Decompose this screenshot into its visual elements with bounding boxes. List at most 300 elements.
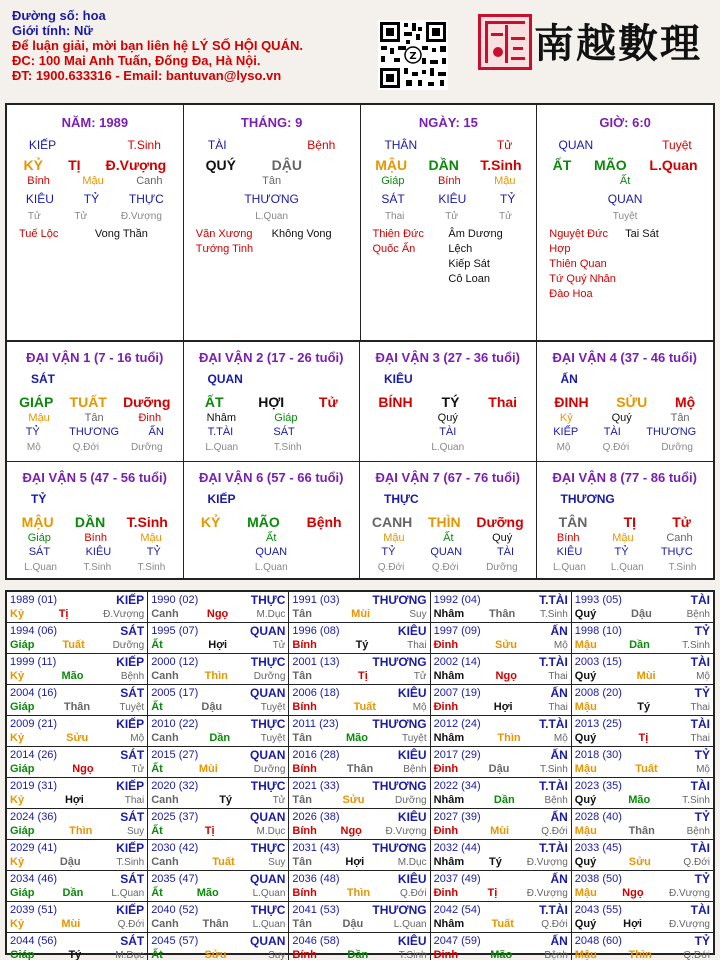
- annual-year: 1991 (03): [292, 594, 340, 606]
- dai-van-state-row: [541, 560, 710, 574]
- pillar-hidden-cell: Giáp: [381, 175, 405, 187]
- annual-star: THƯƠNG: [372, 903, 427, 917]
- annual-cell: [431, 747, 572, 778]
- dai-van-title: ĐẠI VẬN 5 (47 - 56 tuổi): [22, 470, 167, 485]
- annual-state: Mộ: [130, 732, 145, 744]
- pillar-star-cell: Tuyệt: [662, 138, 692, 152]
- dai-van-main-row: [11, 392, 179, 412]
- annual-star: TÀI: [690, 593, 710, 607]
- annual-stem: Nhâm: [433, 918, 465, 930]
- annual-line-2: [10, 669, 144, 683]
- annual-branch: Mão: [345, 732, 368, 744]
- annual-year: 2020 (32): [151, 780, 199, 792]
- annual-state: Tuyệt: [260, 701, 286, 713]
- dai-van-hidden-cell: Mậu: [612, 532, 634, 544]
- dai-van-hidden-cell: Giáp: [27, 532, 51, 544]
- annual-cell: [572, 871, 713, 902]
- annual-state: T.Sinh: [539, 763, 568, 775]
- annual-star: TÀI: [690, 717, 710, 731]
- stars-good: [19, 227, 95, 242]
- annual-star: KIẾP: [116, 841, 145, 855]
- pillar-hidden-star-cell: SÁT: [381, 192, 405, 206]
- annual-star: SÁT: [120, 810, 145, 824]
- annual-star: TỶ: [694, 748, 710, 762]
- annual-star: KIÊU: [397, 810, 427, 824]
- dai-van-main-cell: Dưỡng: [123, 394, 171, 410]
- annual-branch: Dần: [493, 794, 515, 806]
- annual-star: QUAN: [250, 686, 286, 700]
- dai-van-main-row: [364, 392, 532, 412]
- annual-state: Q.Đới: [117, 918, 145, 930]
- annual-stem: Mậu: [574, 825, 597, 837]
- annual-year: 2036 (48): [292, 873, 340, 885]
- annual-branch: Dần: [62, 887, 84, 899]
- annual-year: 2007 (19): [433, 687, 481, 699]
- annual-state: Tử: [272, 639, 286, 651]
- annual-star: TỶ: [694, 686, 710, 700]
- pillar-hidden-cell: Ất: [619, 175, 631, 187]
- annual-line-1: [151, 810, 285, 824]
- annual-stem: Giáp: [10, 825, 35, 837]
- annual-state: Dưỡng: [253, 763, 286, 775]
- annual-stem: Nhâm: [433, 856, 465, 868]
- dai-van-state-cell: Mộ: [26, 441, 41, 453]
- annual-year: 2025 (37): [151, 811, 199, 823]
- dai-van-state-row: [541, 440, 710, 454]
- annual-branch: Mùi: [351, 608, 371, 620]
- annual-line-1: [151, 903, 285, 917]
- annual-line-1: [434, 748, 568, 762]
- annual-year: 2034 (46): [10, 873, 58, 885]
- annual-year: 2004 (16): [10, 687, 58, 699]
- annual-year: 2028 (40): [574, 811, 622, 823]
- annual-star: ẤN: [550, 934, 568, 948]
- annual-stem: Tân: [292, 670, 312, 682]
- annual-line-2: [292, 793, 426, 807]
- dai-van-state-cell: L.Quan: [553, 561, 586, 573]
- annual-cell: [148, 933, 289, 960]
- dai-van-state-cell: Mộ: [556, 441, 571, 453]
- dai-van-state-cell: Q.Đới: [72, 441, 100, 453]
- annual-star: QUAN: [250, 872, 286, 886]
- annual-branch: Sửu: [342, 794, 365, 806]
- annual-star: THỰC: [250, 593, 286, 607]
- annual-cell: [148, 809, 289, 840]
- annual-line-1: [292, 841, 426, 855]
- annual-line-1: [292, 717, 426, 731]
- dai-van-star: KIẾP: [207, 492, 236, 506]
- annual-state: Tuyệt: [260, 732, 286, 744]
- pillar-hidden-star-row: [188, 189, 356, 209]
- dai-van-main-cell: BÍNH: [378, 394, 413, 410]
- pillar-main-cell: KỶ: [23, 157, 43, 173]
- annual-stem: Mậu: [574, 763, 597, 775]
- dai-van-hidden-row: [364, 412, 532, 426]
- annual-star: THỰC: [250, 903, 286, 917]
- annual-year: 1995 (07): [151, 625, 199, 637]
- annual-line-2: [575, 824, 710, 838]
- stars-good: [373, 227, 449, 287]
- annual-star: THƯƠNG: [372, 655, 427, 669]
- annual-line-1: [292, 779, 426, 793]
- dai-van-main-cell: HỢI: [258, 394, 285, 410]
- annual-year: 2042 (54): [433, 904, 481, 916]
- dai-van-state-row: [364, 560, 532, 574]
- annual-line-2: [575, 731, 710, 745]
- dai-van-state-cell: T.Sinh: [137, 561, 166, 573]
- annual-line-1: [151, 624, 285, 638]
- dai-van-state-cell: Q.Đới: [377, 561, 405, 573]
- star-item: Vong Thần: [94, 228, 148, 240]
- annual-cell: [7, 592, 148, 623]
- annual-state: Tử: [131, 763, 145, 775]
- pillar-title: NĂM: 1989: [61, 115, 129, 130]
- annual-cell: [289, 840, 430, 871]
- annual-cell: [572, 592, 713, 623]
- dai-van-hidden-row: [364, 532, 532, 546]
- annual-state: L.Quan: [252, 887, 286, 899]
- qr-code-icon: [378, 20, 448, 90]
- annual-line-2: [151, 917, 285, 931]
- pillar-hidden-cell: Canh: [136, 175, 163, 187]
- annual-line-2: [434, 824, 568, 838]
- annual-line-2: [10, 917, 144, 931]
- star-item: Âm Dương Lệch: [448, 228, 503, 255]
- annual-branch: Thìn: [628, 949, 652, 960]
- dai-van-hidden-cell: Mậu: [383, 532, 405, 544]
- dai-van-hidden-star-cell: SÁT: [28, 546, 51, 558]
- annual-cell: [148, 685, 289, 716]
- annual-state: Dưỡng: [112, 639, 145, 651]
- dai-van-title: ĐẠI VẬN 4 (37 - 46 tuổi): [552, 350, 697, 365]
- annual-line-2: [575, 948, 710, 960]
- annual-star: THỰC: [250, 841, 286, 855]
- annual-stem: Đinh: [433, 887, 459, 899]
- dai-van-1: [7, 342, 184, 462]
- annual-line-2: [434, 948, 568, 960]
- pillar-hidden-row: [541, 175, 709, 189]
- dai-van-main-cell: ĐINH: [554, 394, 589, 410]
- annual-line-2: [151, 855, 285, 869]
- dai-van-title: ĐẠI VẬN 6 (57 - 66 tuổi): [199, 470, 344, 485]
- annual-cell: [289, 778, 430, 809]
- annual-line-1: [151, 717, 285, 731]
- annual-line-2: [151, 669, 285, 683]
- annual-line-1: [434, 810, 568, 824]
- annual-stem: Nhâm: [433, 794, 465, 806]
- annual-stem: Canh: [151, 856, 179, 868]
- annual-line-2: [151, 638, 285, 652]
- annual-line-2: [10, 855, 144, 869]
- dai-van-hidden-cell: Canh: [666, 532, 693, 544]
- annual-line-1: [10, 624, 144, 638]
- dai-van-hidden-star-cell: TỶ: [381, 546, 396, 558]
- annual-cell: [7, 685, 148, 716]
- annual-stem: Giáp: [10, 763, 35, 775]
- dai-van-state-row: [11, 440, 179, 454]
- annual-branch: Tý: [637, 701, 651, 713]
- annual-cell: [572, 809, 713, 840]
- dai-van-hidden-row: [11, 412, 179, 426]
- annual-stem: Mậu: [574, 887, 597, 899]
- annual-year: 2039 (51): [10, 904, 58, 916]
- annual-year: 2010 (22): [151, 718, 199, 730]
- annual-stem: Giáp: [10, 887, 35, 899]
- annual-stem: Quý: [574, 732, 597, 744]
- annual-line-1: [151, 686, 285, 700]
- annual-year: 2002 (14): [433, 656, 481, 668]
- annual-line-1: [292, 655, 426, 669]
- dai-van-hidden-row: [11, 532, 179, 546]
- annual-year: 2006 (18): [292, 687, 340, 699]
- dai-van-hidden-star-cell: TỶ: [146, 546, 161, 558]
- annual-stem: Đinh: [433, 825, 459, 837]
- dai-van-table: [5, 342, 715, 580]
- annual-branch: Ngọ: [72, 763, 94, 775]
- annual-state: Thai: [690, 732, 710, 744]
- star-item: Tứ Quý Nhân: [549, 273, 616, 285]
- dai-van-hidden-row: [541, 532, 710, 546]
- dai-van-title: ĐẠI VẬN 1 (7 - 16 tuổi): [26, 350, 164, 365]
- dai-van-state-cell: Dưỡng: [661, 441, 693, 453]
- annual-star: QUAN: [250, 810, 286, 824]
- dai-van-state-cell: Q.Đới: [602, 441, 630, 453]
- annual-branch: Ngọ: [206, 608, 229, 620]
- annual-stem: Kỷ: [10, 608, 25, 620]
- annual-line-1: [434, 717, 568, 731]
- dai-van-hidden-star-cell: TÀI: [496, 546, 515, 558]
- dai-van-hidden-star-cell: TỶ: [614, 546, 629, 558]
- dai-van-hidden-star-cell: ẤN: [148, 426, 164, 438]
- annual-state: Dưỡng: [253, 670, 286, 682]
- dai-van-main-row: [541, 392, 710, 412]
- dai-van-state-cell: L.Quan: [24, 561, 57, 573]
- annual-stem: Đinh: [433, 949, 459, 960]
- dai-van-hidden-cell: Đinh: [138, 412, 162, 424]
- annual-branch: Thân: [628, 825, 655, 837]
- pillar-main-row: [188, 155, 356, 175]
- annual-cell: [572, 933, 713, 960]
- dai-van-hidden-star-cell: T.TÀI: [207, 426, 234, 438]
- annual-branch: Tị: [638, 732, 649, 744]
- dai-van-main-row: [11, 512, 179, 532]
- pillar-stars: [541, 223, 709, 302]
- annual-stem: Đinh: [433, 701, 459, 713]
- annual-cell: [7, 778, 148, 809]
- annual-stem: Bính: [292, 763, 317, 775]
- dai-van-hidden-star-cell: TỶ: [25, 426, 40, 438]
- header-line-2: Giới tính: Nữ: [12, 23, 93, 38]
- annual-stem: Kỷ: [10, 670, 25, 682]
- annual-cell: [572, 685, 713, 716]
- pillars-table: [5, 103, 715, 342]
- annual-year: 1989 (01): [10, 594, 58, 606]
- annual-stem: Quý: [574, 794, 597, 806]
- pillar-main-row: [541, 155, 709, 175]
- pillar-stars: [188, 223, 356, 257]
- annual-branch: Ngọ: [340, 825, 362, 837]
- annual-year: 1994 (06): [10, 625, 58, 637]
- dai-van-hidden-row: [541, 412, 710, 426]
- annual-year: 2014 (26): [10, 749, 58, 761]
- dai-van-state-cell: L.Quan: [431, 441, 465, 453]
- pillar-main-row: [11, 155, 179, 175]
- annual-line-2: [151, 700, 285, 714]
- dai-van-hidden-star-row: [188, 426, 356, 440]
- annual-cell: [431, 623, 572, 654]
- pillar-state-cell: Tử: [27, 210, 41, 222]
- qr-code[interactable]: [378, 20, 448, 90]
- annual-star: KIÊU: [397, 686, 427, 700]
- annual-cell: [148, 623, 289, 654]
- annual-cell: [431, 685, 572, 716]
- annual-line-2: [151, 607, 285, 621]
- pillar-2: [184, 105, 361, 340]
- annual-cell: [289, 871, 430, 902]
- annual-branch: Tuất: [635, 763, 658, 775]
- annual-line-2: [10, 886, 144, 900]
- star-item: Văn Xương: [195, 228, 253, 240]
- pillar-star-cell: Tử: [496, 138, 513, 152]
- annual-state: Đ.Vượng: [526, 856, 568, 868]
- annual-line-2: [292, 731, 426, 745]
- dai-van-hidden-cell: Mậu: [28, 412, 50, 424]
- dai-van-star: TỶ: [31, 492, 47, 506]
- dai-van-main-row: [364, 512, 532, 532]
- annual-branch: Ngọ: [495, 670, 517, 682]
- annual-year: 2000 (12): [151, 656, 199, 668]
- annual-stem: Giáp: [10, 701, 35, 713]
- dai-van-hidden-star-cell: TÀI: [603, 426, 621, 438]
- annual-branch: Tý: [219, 794, 233, 806]
- annual-line-1: [434, 686, 568, 700]
- annual-cell: [572, 747, 713, 778]
- annual-line-1: [434, 934, 568, 948]
- annual-line-2: [10, 638, 144, 652]
- annual-star: T.TÀI: [539, 779, 568, 793]
- annual-star: T.TÀI: [539, 717, 568, 731]
- annual-line-2: [575, 886, 710, 900]
- annual-star: QUAN: [250, 748, 286, 762]
- annual-state: L.Quan: [111, 887, 145, 899]
- annual-state: M.Dục: [256, 825, 286, 837]
- pillar-star-cell: Bệnh: [307, 138, 336, 152]
- dai-van-4: [537, 342, 714, 462]
- annual-state: Tử: [413, 670, 427, 682]
- annual-line-1: [10, 934, 144, 948]
- annual-state: Đ.Vượng: [385, 825, 427, 837]
- annual-cell: [289, 623, 430, 654]
- annual-year: 2048 (60): [574, 935, 622, 947]
- dai-van-star: THỰC: [384, 492, 419, 506]
- annual-stem: Canh: [151, 732, 179, 744]
- stars-bad: [448, 227, 524, 287]
- annual-star: THỰC: [250, 717, 286, 731]
- annual-line-2: [575, 669, 710, 683]
- dai-van-main-cell: DẦN: [74, 514, 106, 530]
- annual-star: T.TÀI: [539, 841, 568, 855]
- annual-branch: Tý: [68, 949, 82, 960]
- annual-line-1: [434, 593, 568, 607]
- annual-line-1: [10, 872, 144, 886]
- annual-stem: Bính: [292, 887, 317, 899]
- annual-line-2: [575, 762, 710, 776]
- annual-state: Suy: [268, 949, 286, 960]
- annual-cell: [289, 747, 430, 778]
- annual-branch: Thìn: [69, 825, 93, 837]
- annual-star: TÀI: [690, 903, 710, 917]
- annual-state: Suy: [126, 825, 145, 837]
- annual-line-1: [575, 872, 710, 886]
- annual-state: Đ.Vượng: [526, 887, 568, 899]
- annual-cell: [431, 778, 572, 809]
- dai-van-hidden-row: [188, 412, 356, 426]
- annual-cell: [7, 871, 148, 902]
- dai-van-main-cell: CANH: [371, 514, 413, 530]
- dai-van-hidden-cell: Nhâm: [206, 412, 236, 424]
- annual-line-2: [10, 762, 144, 776]
- annual-state: Suy: [409, 608, 427, 620]
- annual-line-2: [292, 762, 426, 776]
- annual-line-2: [575, 855, 710, 869]
- dai-van-hidden-star-cell: KIÊU: [85, 546, 112, 558]
- annual-cell: [572, 778, 713, 809]
- dai-van-state-cell: Dưỡng: [130, 441, 163, 453]
- dai-van-hidden-row: [188, 532, 356, 546]
- annual-cell: [148, 840, 289, 871]
- dai-van-hidden-star-cell: TÀI: [439, 426, 457, 438]
- annual-year: 2035 (47): [151, 873, 199, 885]
- annual-year: 2012 (24): [433, 718, 481, 730]
- annual-star: THỰC: [250, 779, 286, 793]
- annual-branch: Thân: [488, 608, 516, 620]
- star-item: Đào Hoa: [549, 288, 593, 300]
- annual-line-1: [10, 717, 144, 731]
- star-item: Tướng Tinh: [195, 243, 254, 255]
- dai-van-star: QUAN: [207, 372, 243, 386]
- annual-line-1: [10, 593, 144, 607]
- annual-line-1: [575, 717, 710, 731]
- annual-line-1: [575, 686, 710, 700]
- pillar-star-cell: T.Sinh: [127, 138, 161, 152]
- annual-branch: Thìn: [346, 887, 371, 899]
- annual-branch: Dậu: [488, 763, 510, 775]
- annual-cell: [289, 933, 430, 960]
- annual-state: M.Dục: [115, 949, 145, 960]
- dai-van-hidden-cell: Tân: [84, 412, 104, 424]
- annual-line-2: [292, 948, 426, 960]
- annual-line-1: [575, 934, 710, 948]
- annual-stem: Quý: [574, 856, 597, 868]
- annual-branch: Tý: [489, 856, 502, 868]
- annual-cell: [148, 592, 289, 623]
- annual-line-2: [575, 700, 710, 714]
- annual-state: Mộ: [696, 763, 710, 775]
- annual-line-2: [575, 917, 710, 931]
- annual-year: 1990 (02): [151, 594, 199, 606]
- annual-year: 2024 (36): [10, 811, 58, 823]
- dai-van-main-cell: ẤT: [204, 394, 224, 410]
- dai-van-main-cell: Dưỡng: [476, 514, 524, 530]
- annual-year: 1997 (09): [433, 625, 481, 637]
- annual-stem: Ất: [151, 825, 163, 837]
- annual-year: 1993 (05): [574, 594, 622, 606]
- annual-line-2: [151, 886, 285, 900]
- annual-branch: Hợi: [623, 918, 642, 930]
- annual-line-1: [10, 779, 144, 793]
- dai-van-hidden-star-cell: KIÊU: [556, 546, 583, 558]
- pillar-star-cell: TÀI: [207, 138, 227, 152]
